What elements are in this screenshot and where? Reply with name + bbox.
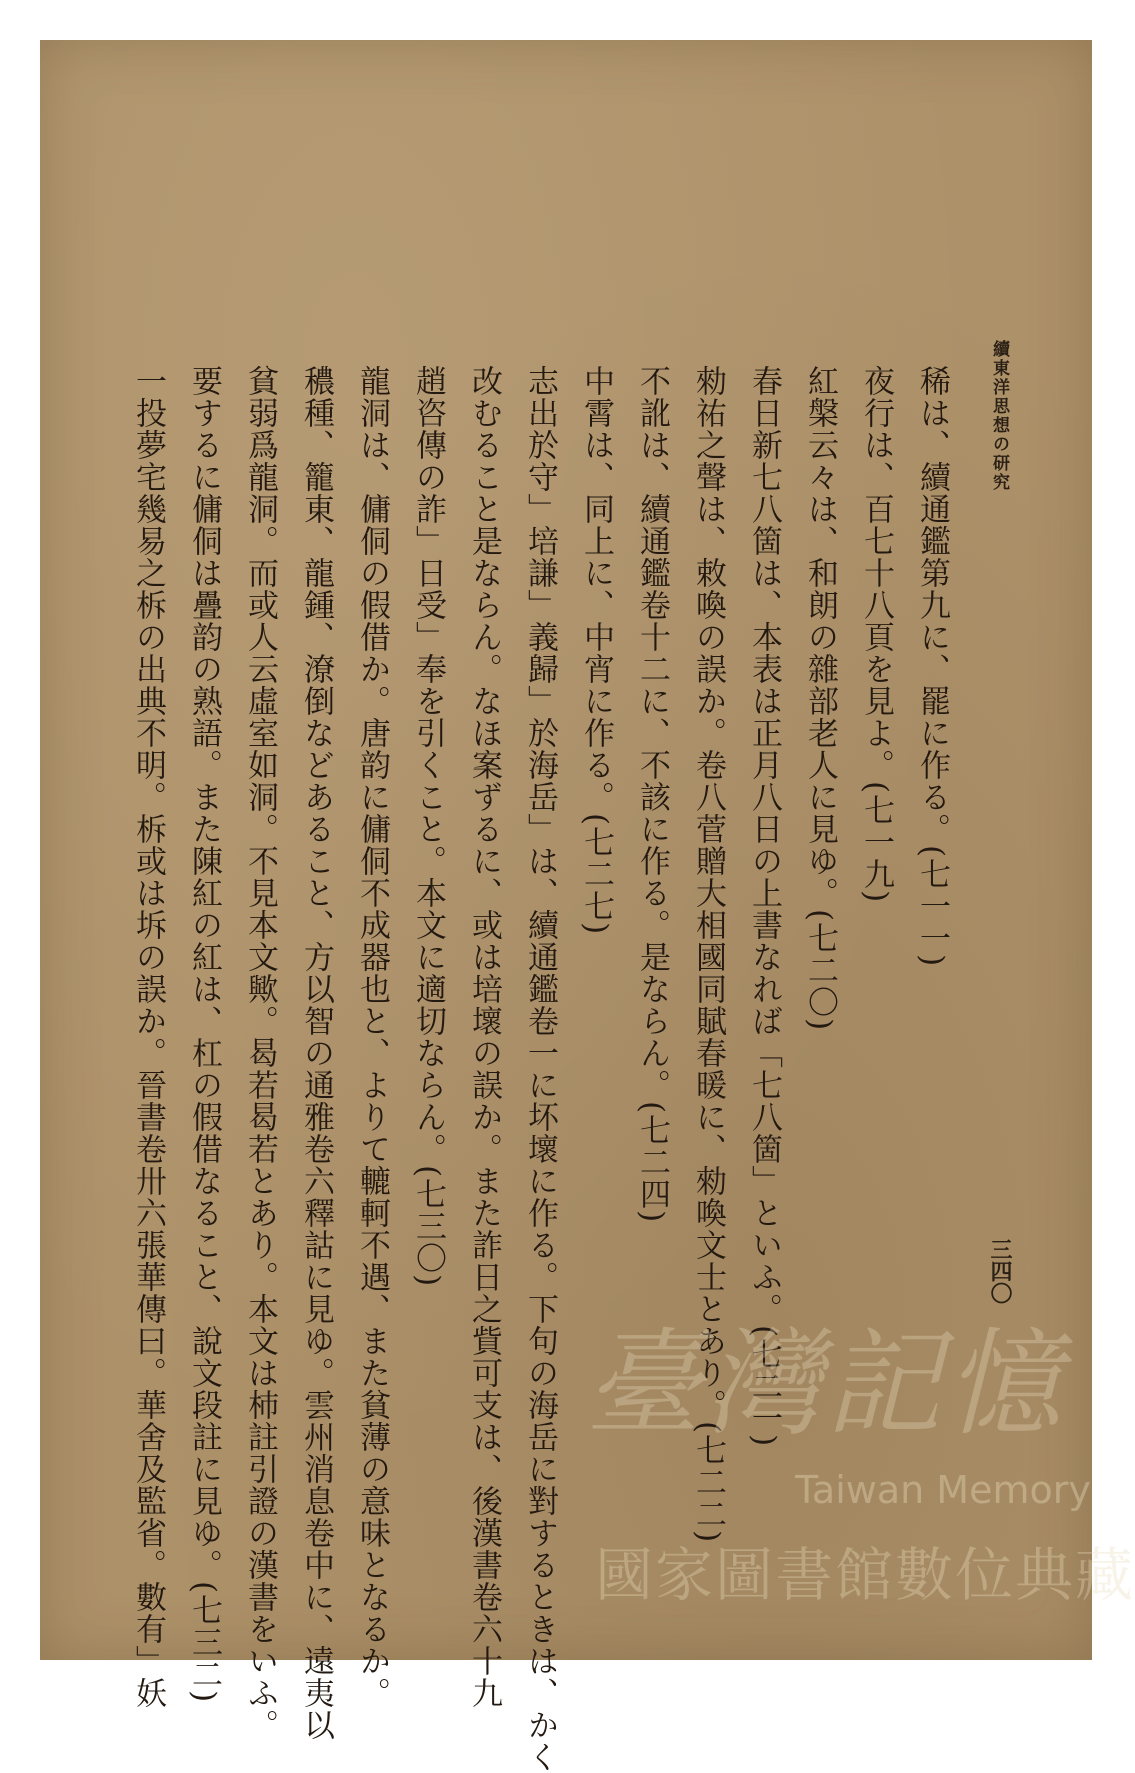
text-column: 夜行は、百七十八頁を見よ。(七一九) (858, 365, 894, 904)
watermark-english: Taiwan Memory (795, 1468, 1091, 1512)
text-column: 改むること是ならん。なほ案ずるに、或は培壞の誤か。また詐日之貲可支は、後漢書卷六十九 (466, 365, 502, 1709)
text-column: 龍洞は、傭侗の假借か。唐韵に傭侗不成器也と、よりて轆軻不遇、また貧薄の意味となるか。 (354, 365, 390, 1709)
text-column: 一投夢宅幾易之柝の出典不明。柝或は坼の誤か。晉書卷卅六張華傳曰。華舍及監省。數有」妖 (130, 365, 166, 1709)
body-text (130, 365, 960, 1773)
running-title: 續東洋思想の研究 (989, 340, 1009, 492)
watermark-calligraphy: 臺灣記憶 (585, 1317, 1065, 1452)
text-column: 稀は、續通鑑第九に、罷に作る。(七一一) (914, 365, 950, 968)
text-column: 春日新七八箇は、本表は正月八日の上書なれば「七八箇」といふ。(七二一) (746, 365, 782, 1448)
text-column: 穠種、籠東、龍鍾、潦倒などあること、方以智の通雅卷六釋詁に見ゆ。雲州消息卷中に、遠夷以 (298, 365, 334, 1741)
text-column: 中霄は、同上に、中宵に作る。(七二七) (578, 365, 614, 936)
text-column: 勑祐之聲は、敕喚の誤か。卷八菅贈大相國同賦春暖に、勑喚文士とあり。(七二二) (690, 365, 726, 1544)
watermark-library: 國家圖書館數位典藏 (595, 1541, 1135, 1609)
text-column: 不訛は、續通鑑卷十二に、不該に作る。是ならん。(七二四) (634, 365, 670, 1224)
page-number: 三四〇 (987, 1238, 1013, 1304)
text-column: 要するに傭侗は疊韵の熟語。また陳紅の紅は、杠の假借なること、說文段註に見ゆ。(七三二) (186, 365, 222, 1704)
text-column: 志出於守」培謙」義歸」於海岳」は、續通鑑卷一に坏壞に作る。下句の海岳に對するときは、かく (522, 365, 558, 1773)
text-column: 趙咨傳の詐」日受」奉を引くこと。本文に適切ならん。(七三〇) (410, 365, 446, 1288)
text-column: 紅槃云々は、和朗の雜部老人に見ゆ。(七二〇) (802, 365, 838, 1032)
text-column: 貧弱爲龍洞。而或人云虛室如洞。不見本文歟。曷若曷若とあり。本文は杮註引證の漢書をいふ。 (242, 365, 278, 1741)
book-page (40, 40, 1135, 1773)
